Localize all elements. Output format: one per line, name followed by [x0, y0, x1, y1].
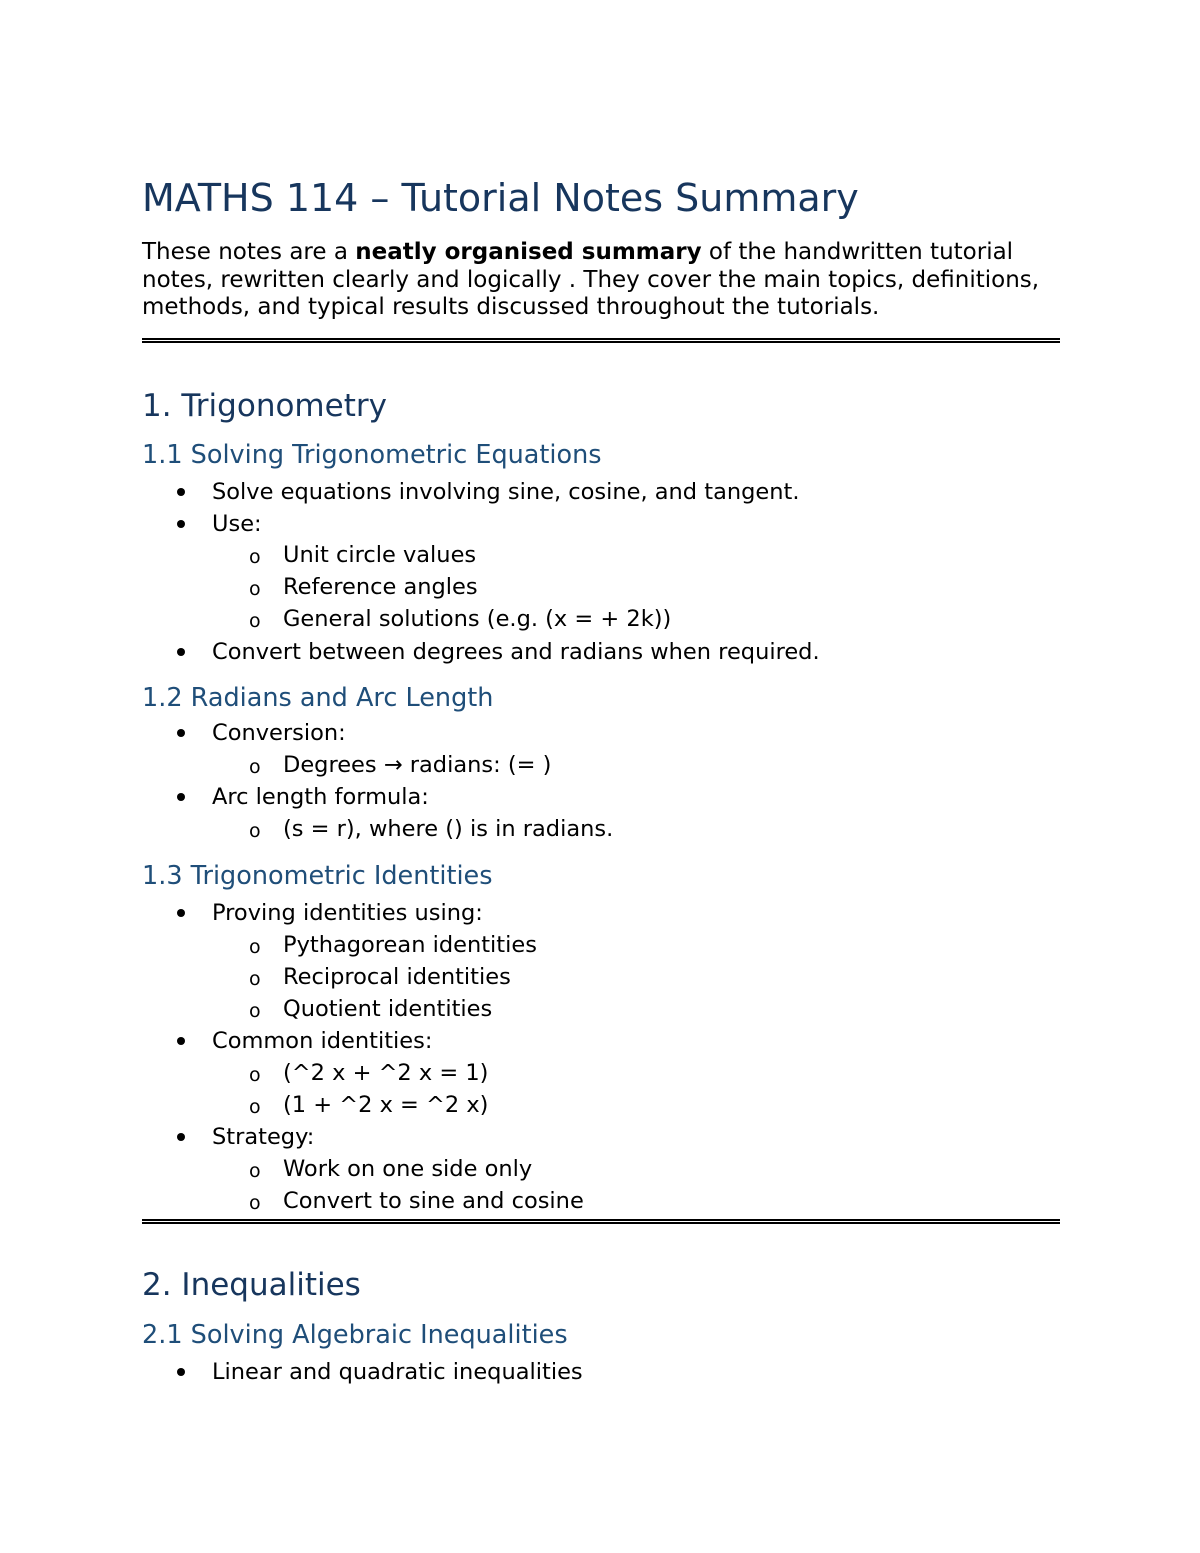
list-item: Convert between degrees and radians when required. — [212, 639, 820, 665]
sub-bullet-icon: o — [249, 1192, 261, 1214]
section-heading-inequalities: 2. Inequalities — [142, 1267, 361, 1303]
sub-bullet-icon: o — [249, 756, 261, 778]
list-item: Unit circle values — [283, 542, 477, 568]
list-item: Pythagorean identities — [283, 932, 537, 958]
sub-bullet-icon: o — [249, 1000, 261, 1022]
list-item: (s = r), where () is in radians. — [283, 816, 614, 842]
subsection-heading-solving-trig-equations: 1.1 Solving Trigonometric Equations — [142, 440, 602, 470]
list-item: Convert to sine and cosine — [283, 1188, 584, 1214]
list-item: (^2 x + ^2 x = 1) — [283, 1060, 489, 1086]
list-item: Strategy: — [212, 1124, 315, 1150]
list-item: Use: — [212, 511, 262, 537]
list-item: Proving identities using: — [212, 900, 483, 926]
sub-bullet-icon: o — [249, 820, 261, 842]
list-item: (1 + ^2 x = ^2 x) — [283, 1092, 489, 1118]
intro-paragraph — [142, 239, 1060, 322]
list-item: Reciprocal identities — [283, 964, 511, 990]
bullet-icon — [177, 1368, 185, 1376]
bullet-icon — [177, 488, 185, 496]
intro-text-pre: These notes are a — [142, 239, 356, 265]
bullet-icon — [177, 1133, 185, 1141]
sub-bullet-icon: o — [249, 936, 261, 958]
section-heading-trigonometry: 1. Trigonometry — [142, 388, 387, 424]
subsection-heading-radians-arc-length: 1.2 Radians and Arc Length — [142, 683, 494, 713]
bullet-icon — [177, 729, 185, 737]
sub-bullet-icon: o — [249, 578, 261, 600]
intro-text-bold: neatly organised summary — [355, 239, 702, 265]
list-item: Common identities: — [212, 1028, 433, 1054]
page-title: MATHS 114 – Tutorial Notes Summary — [142, 176, 859, 220]
list-item: Reference angles — [283, 574, 478, 600]
list-item: Solve equations involving sine, cosine, and tangent. — [212, 479, 800, 505]
section-divider — [142, 1219, 1060, 1224]
sub-bullet-icon: o — [249, 1160, 261, 1182]
list-item: Linear and quadratic inequalities — [212, 1359, 583, 1385]
list-item: Quotient identities — [283, 996, 493, 1022]
bullet-icon — [177, 648, 185, 656]
intro-text-post: of the handwritten tutorial notes, rewritten clearly and logically . They cover the main topics, definitions, methods, and typical results discussed throughout the tutorials. — [142, 239, 1040, 320]
list-item: Degrees → radians: (= ) — [283, 752, 552, 778]
sub-bullet-icon: o — [249, 968, 261, 990]
sub-bullet-icon: o — [249, 610, 261, 632]
bullet-icon — [177, 520, 185, 528]
list-item: Arc length formula: — [212, 784, 429, 810]
sub-bullet-icon: o — [249, 546, 261, 568]
list-item: General solutions (e.g. (x = + 2k)) — [283, 606, 672, 632]
subsection-heading-algebraic-inequalities: 2.1 Solving Algebraic Inequalities — [142, 1320, 568, 1350]
list-item: Conversion: — [212, 720, 346, 746]
bullet-icon — [177, 793, 185, 801]
bullet-icon — [177, 909, 185, 917]
bullet-icon — [177, 1037, 185, 1045]
sub-bullet-icon: o — [249, 1096, 261, 1118]
list-item: Work on one side only — [283, 1156, 533, 1182]
sub-bullet-icon: o — [249, 1064, 261, 1086]
section-divider — [142, 338, 1060, 343]
subsection-heading-trig-identities: 1.3 Trigonometric Identities — [142, 861, 493, 891]
